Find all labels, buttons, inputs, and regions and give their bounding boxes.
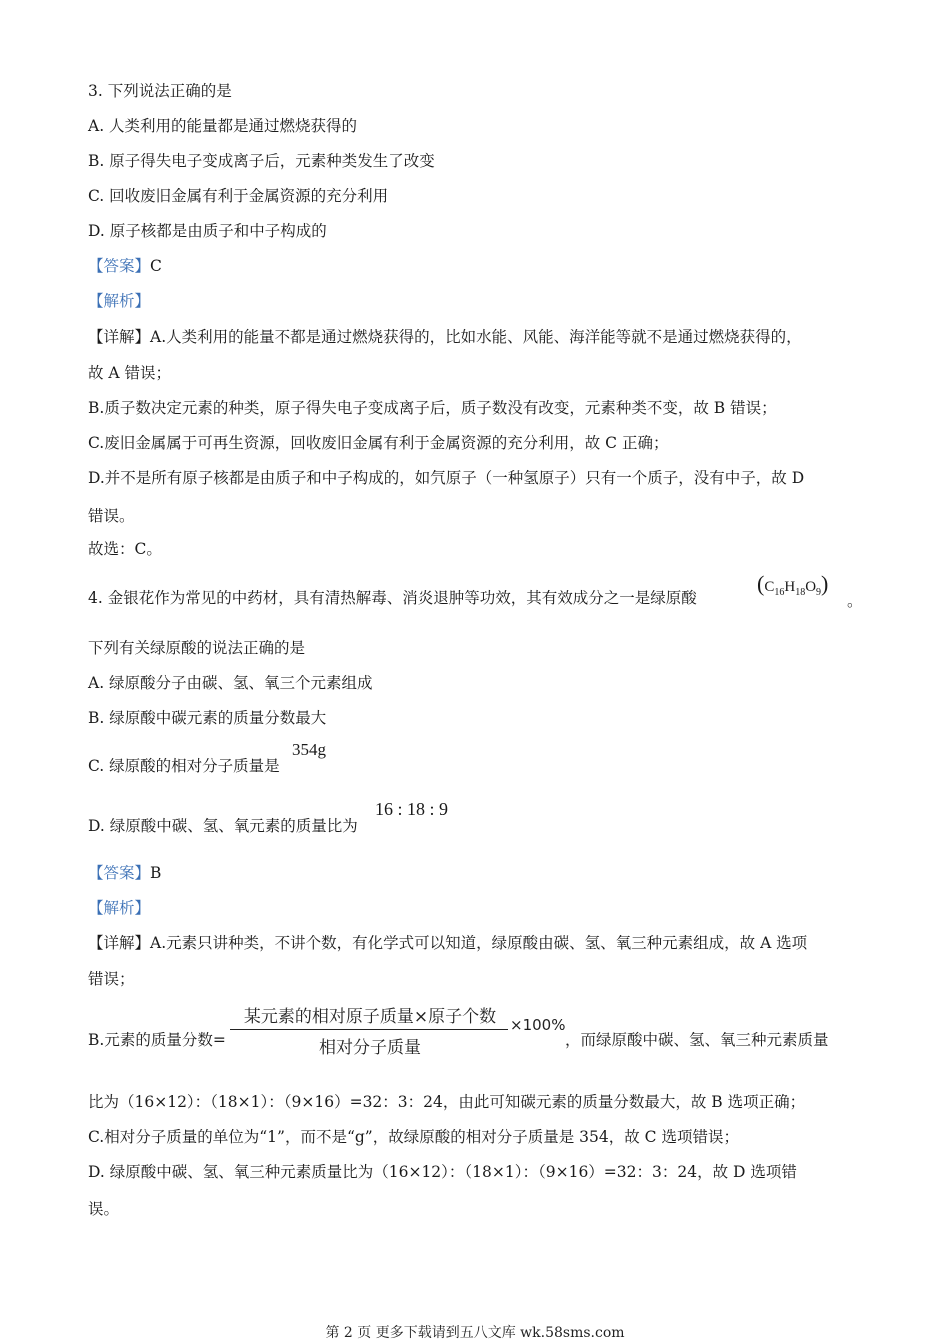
paren-open: ( [757,571,765,596]
q3-detail-d-cont: 错误。 [88,507,135,525]
q4-detail-a-cont: 错误； [88,970,135,988]
q4-detail-c: C.相对分子质量的单位为“1”，而不是“g”，故绿原酸的相对分子质量是 354，故 C 选项错误； [88,1128,739,1146]
q4-detail-d-cont: 误。 [88,1200,120,1218]
q4-stem [88,587,697,609]
answer-value: C [150,257,162,275]
q4-detail-b-after: ，而绿原酸中碳、氢、氧三种元素质量 [565,1031,829,1049]
answer-tag: 【答案】 [88,864,151,882]
q3-detail-a-cont: 故 A 错误； [88,364,172,382]
q4-answer [88,862,161,884]
detail-text: A.人类利用的能量不都是通过燃烧获得的，比如水能、风能、海洋能等就不是通过燃烧获得的， [150,328,802,346]
paren-close: ) [821,571,829,596]
q4-detail-a [88,932,807,954]
q4-stem-2: 下列有关绿原酸的说法正确的是 [88,639,306,657]
q3-detail-b: B.质子数决定元素的种类，原子得失电子变成离子后，质子数没有改变，元素种类不变，故 B 错误； [88,399,777,417]
element-h: H [784,579,796,595]
sub-c: 16 [774,587,785,598]
q4-detail-b-cont: 比为（16×12）：（18×1）：（9×16）=32：3：24，由此可知碳元素的质量分数最大，故 B 选项正确； [88,1093,806,1111]
q4-stem-end: 。 [847,592,863,610]
q3-detail-d: D.并不是所有原子核都是由质子和中子构成的，如氕原子（一种氢原子）只有一个质子，没有中子，故 D [88,469,805,487]
q4-option-a: A. 绿原酸分子由碳、氢、氧三个元素组成 [88,674,373,692]
q4-option-d: D. 绿原酸中碳、氢、氧元素的质量比为 [88,817,358,835]
answer-value: B [150,864,162,882]
page-footer: 第 2 页 更多下载请到五八文库 wk.58sms.com [325,1325,625,1341]
detail-tag: 【详解】 [88,328,151,346]
q3-detail-c: C.废旧金属属于可再生资源，回收废旧金属有利于金属资源的充分利用，故 C 正确； [88,434,669,452]
q3-stem: 3. 下列说法正确的是 [88,82,232,100]
fraction-denominator: 相对分子质量 [319,1038,421,1058]
q4-detail-d: D. 绿原酸中碳、氢、氧三种元素质量比为（16×12）：（18×1）：（9×16）=32：3：24，故 D 选项错 [88,1163,797,1181]
stem-text: 4. 金银花作为常见的中药材，具有清热解毒、消炎退肿等功效，其有效成分之一是绿原酸 [88,589,697,607]
q3-option-a: A. 人类利用的能量都是通过燃烧获得的 [88,117,358,135]
q3-option-d: D. 原子核都是由质子和中子构成的 [88,222,327,240]
q4-analysis-tag: 【解析】 [88,899,151,917]
q4-option-b: B. 绿原酸中碳元素的质量分数最大 [88,709,327,727]
chemical-formula [757,571,828,598]
q4-detail-b-prefix: B.元素的质量分数= [88,1031,226,1049]
sub-h: 18 [795,587,806,598]
q3-option-c: C. 回收废旧金属有利于金属资源的充分利用 [88,187,389,205]
q3-detail-a [88,326,802,348]
sub-o: 9 [816,587,822,598]
fraction-numerator: 某元素的相对原子质量×原子个数 [243,1007,497,1027]
fraction-bar [230,1029,508,1030]
element-c: C [764,579,775,595]
answer-tag: 【答案】 [88,257,151,275]
fraction-suffix: ×100% [510,1016,566,1034]
q4-option-d-value: 16 : 18 : 9 [375,799,449,819]
q3-conclusion: 故选：C。 [88,540,162,558]
detail-text: A.元素只讲种类，不讲个数，有化学式可以知道，绿原酸由碳、氢、氧三种元素组成，故 A 选项 [150,934,808,952]
q3-answer [88,255,162,277]
element-o: O [805,579,817,595]
detail-tag: 【详解】 [88,934,151,952]
q4-option-c: C. 绿原酸的相对分子质量是 [88,757,280,775]
q3-analysis-tag: 【解析】 [88,292,151,310]
q3-option-b: B. 原子得失电子变成离子后，元素种类发生了改变 [88,152,435,170]
q4-option-c-value: 354g [292,740,326,759]
